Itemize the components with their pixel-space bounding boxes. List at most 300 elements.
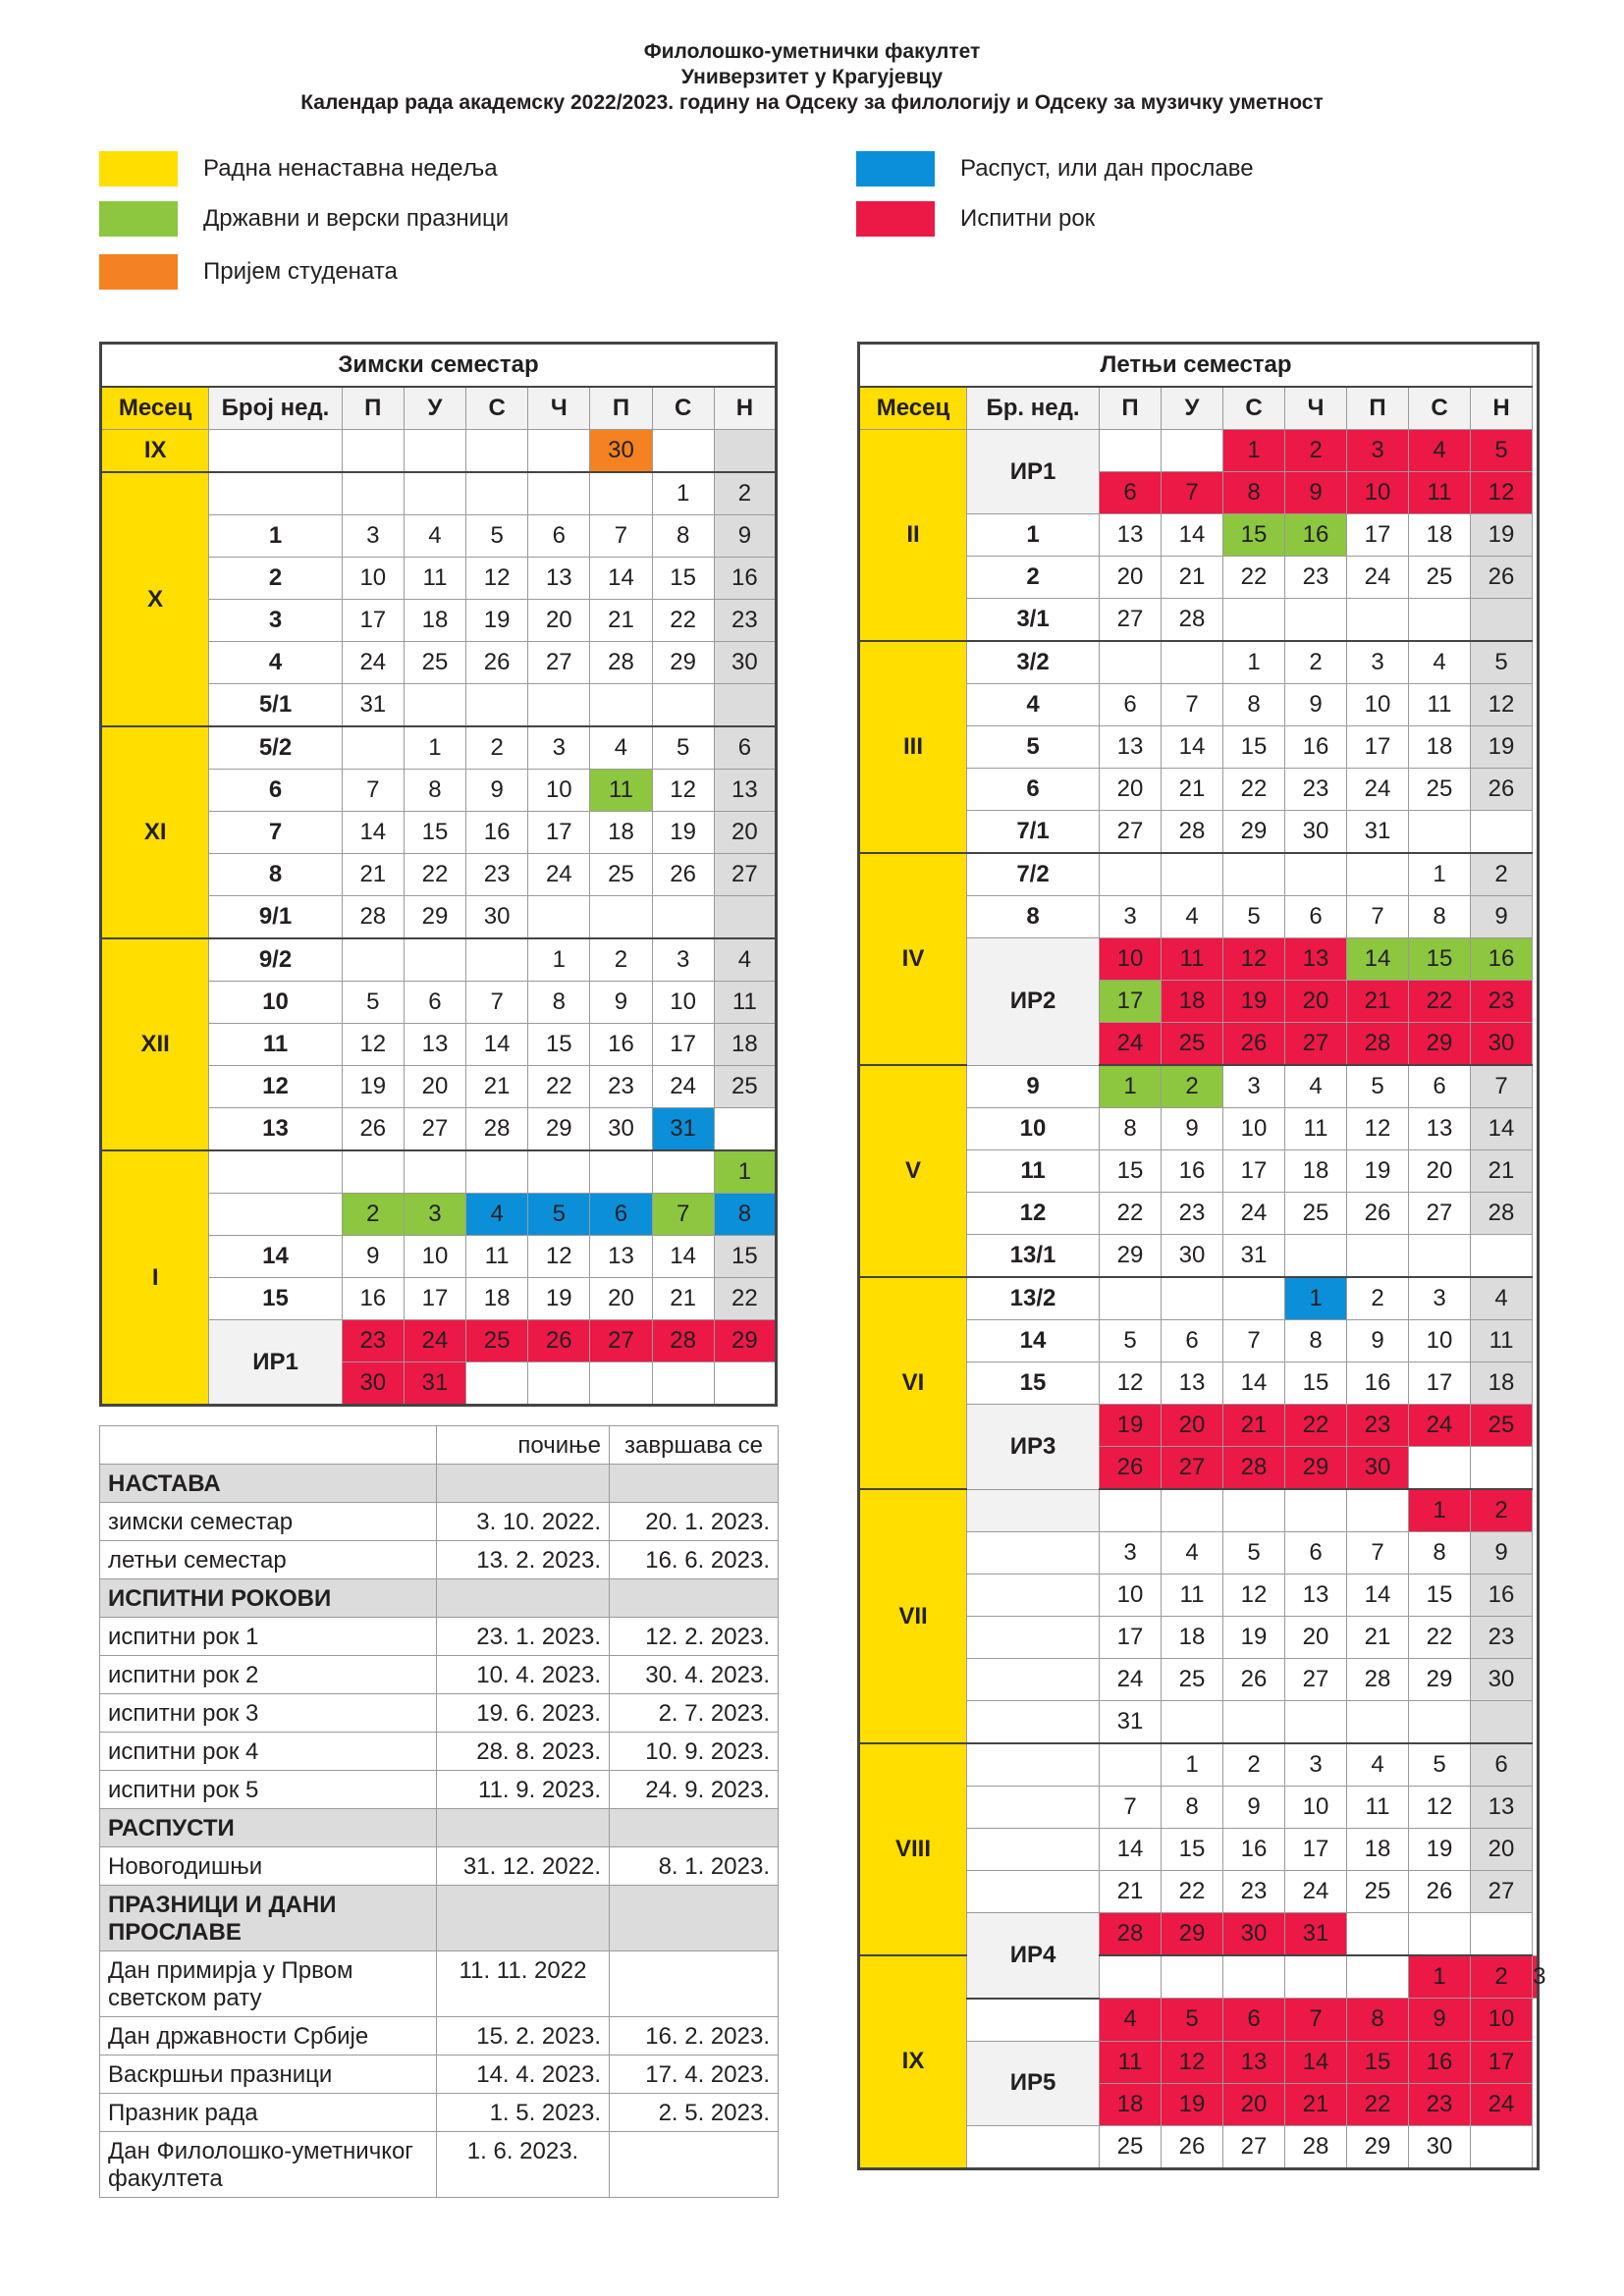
event-start: 14. 4. 2023. (437, 2056, 610, 2094)
day-cell: 4 (1409, 641, 1471, 684)
week-number: 2 (209, 558, 342, 600)
day-cell: 4 (1285, 1065, 1347, 1108)
day-cell: 2 (1471, 853, 1533, 896)
event-label: зимски семестар (100, 1503, 437, 1541)
day-cell (652, 684, 714, 727)
day-cell: 24 (342, 642, 404, 684)
week-number: 13/1 (967, 1235, 1100, 1278)
week-number: 12 (967, 1193, 1100, 1235)
day-cell (1471, 599, 1533, 642)
day-cell: 12 (1100, 1362, 1162, 1405)
week-number (209, 1194, 342, 1236)
day-cell: 12 (1409, 1787, 1471, 1829)
day-cell: 3 (1223, 1065, 1285, 1108)
week-number: 13 (209, 1108, 342, 1151)
day-cell: 19 (1223, 1617, 1285, 1659)
day-cell: 19 (1100, 1405, 1162, 1447)
day-cell: 21 (1347, 1617, 1409, 1659)
day-cell (1285, 599, 1347, 642)
day-cell: 13 (1285, 938, 1347, 981)
day-cell: 23 (1347, 1405, 1409, 1447)
day-cell (528, 430, 590, 473)
day-cell (466, 472, 528, 515)
event-start: 19. 6. 2023. (437, 1694, 610, 1733)
day-cell: 13 (590, 1236, 652, 1278)
day-cell: 22 (1347, 2083, 1409, 2125)
day-cell: 25 (1471, 1405, 1533, 1447)
day-cell: 25 (404, 642, 465, 684)
month-label: IX (101, 430, 209, 473)
day-cell: 8 (1285, 1320, 1347, 1362)
column-header: С (466, 387, 528, 430)
day-cell (590, 896, 652, 939)
event-start: 15. 2. 2023. (437, 2017, 610, 2056)
day-cell: 14 (1223, 1362, 1285, 1405)
day-cell: 14 (1162, 726, 1223, 769)
day-cell: 22 (652, 600, 714, 642)
day-cell: 24 (1347, 769, 1409, 811)
day-cell: 8 (1162, 1787, 1223, 1829)
day-cell: 15 (1223, 514, 1285, 557)
day-cell: 26 (1223, 1659, 1285, 1701)
day-cell: 30 (342, 1362, 404, 1406)
week-number: ИР1 (209, 1320, 342, 1406)
day-cell: 13 (1100, 514, 1162, 557)
event-start: 1. 6. 2023. (437, 2132, 610, 2198)
week-number: ИР3 (967, 1405, 1100, 1490)
day-cell: 7 (466, 982, 528, 1024)
day-cell: 7 (1285, 1999, 1347, 2042)
event-end: 8. 1. 2023. (610, 1847, 779, 1886)
day-cell: 30 (1223, 1913, 1285, 1956)
day-cell: 21 (1162, 557, 1223, 599)
legend-item (99, 151, 498, 187)
event-end (610, 2132, 779, 2198)
day-cell: 15 (404, 812, 465, 854)
day-cell: 24 (652, 1066, 714, 1108)
day-cell: 30 (1347, 1447, 1409, 1490)
day-cell (466, 684, 528, 727)
day-cell: 1 (652, 472, 714, 515)
day-cell: 29 (1285, 1447, 1347, 1490)
day-cell: 1 (1223, 430, 1285, 472)
day-cell: 7 (1471, 1065, 1533, 1108)
day-cell (1162, 1277, 1223, 1320)
day-cell: 26 (652, 854, 714, 896)
event-label: Васкршњи празници (100, 2056, 437, 2094)
day-cell: 18 (1347, 1829, 1409, 1871)
day-cell: 27 (1162, 1447, 1223, 1490)
day-cell: 12 (1162, 2041, 1223, 2083)
day-cell: 27 (1223, 2125, 1285, 2168)
day-cell: 17 (404, 1278, 465, 1320)
day-cell: 31 (1223, 1235, 1285, 1278)
week-number: 8 (209, 854, 342, 896)
day-cell: 23 (1162, 1193, 1223, 1235)
day-cell: 29 (528, 1108, 590, 1151)
day-cell: 31 (1285, 1913, 1347, 1956)
week-number: 5/1 (209, 684, 342, 727)
event-start: 3. 10. 2022. (437, 1503, 610, 1541)
week-number: 5 (967, 726, 1100, 769)
week-number: 3/1 (967, 599, 1100, 642)
day-cell: 14 (590, 558, 652, 600)
day-cell (590, 1150, 652, 1194)
day-cell: 8 (714, 1194, 776, 1236)
week-number (1100, 1955, 1162, 1999)
day-cell: 25 (1162, 1023, 1223, 1066)
day-cell: 15 (1162, 1829, 1223, 1871)
day-cell: 21 (1100, 1871, 1162, 1913)
day-cell (714, 684, 776, 727)
semester-title: Летњи семестар (859, 344, 1533, 388)
day-cell (1471, 1235, 1533, 1278)
day-cell (528, 1362, 590, 1406)
day-cell (1347, 1235, 1409, 1278)
day-cell: 18 (590, 812, 652, 854)
day-cell: 15 (1223, 726, 1285, 769)
day-cell (404, 472, 465, 515)
section-spacer (610, 1886, 779, 1951)
day-cell: 6 (1285, 1532, 1347, 1575)
day-cell: 18 (1100, 2083, 1162, 2125)
day-cell (1285, 1955, 1347, 1999)
day-cell: 2 (342, 1194, 404, 1236)
orange-swatch (99, 254, 178, 290)
day-cell: 11 (1100, 2041, 1162, 2083)
day-cell: 13 (1162, 1362, 1223, 1405)
day-cell: 25 (1162, 1659, 1223, 1701)
day-cell: 6 (1162, 1320, 1223, 1362)
day-cell (466, 938, 528, 982)
day-cell (1162, 430, 1223, 472)
event-label: Дан примирја у Првом светском рату (100, 1951, 437, 2017)
day-cell: 5 (1471, 430, 1533, 472)
day-cell: 1 (1162, 1743, 1223, 1787)
day-cell: 19 (1409, 1829, 1471, 1871)
day-cell (342, 938, 404, 982)
day-cell: 10 (1100, 1575, 1162, 1617)
day-cell: 16 (1347, 1362, 1409, 1405)
day-cell: 24 (528, 854, 590, 896)
day-cell (1100, 1277, 1162, 1320)
day-cell (528, 472, 590, 515)
day-cell: 26 (342, 1108, 404, 1151)
week-number (967, 1743, 1100, 1787)
day-cell: 2 (714, 472, 776, 515)
day-cell: 13 (404, 1024, 465, 1066)
day-cell: 14 (1285, 2041, 1347, 2083)
column-header: С (652, 387, 714, 430)
day-cell: 16 (342, 1278, 404, 1320)
day-cell: 4 (1409, 430, 1471, 472)
day-cell: 19 (466, 600, 528, 642)
day-cell: 1 (1409, 1489, 1471, 1532)
day-cell (1471, 1701, 1533, 1744)
event-label: Празник рада (100, 2094, 437, 2132)
week-number: 4 (209, 642, 342, 684)
week-number (209, 430, 342, 473)
day-cell: 16 (590, 1024, 652, 1066)
day-cell: 23 (590, 1066, 652, 1108)
day-cell: 19 (528, 1278, 590, 1320)
day-cell: 29 (1409, 1023, 1471, 1066)
week-number: 15 (967, 1362, 1100, 1405)
week-number: 8 (967, 896, 1100, 938)
day-cell: 24 (1471, 2083, 1533, 2125)
day-cell: 22 (1409, 981, 1471, 1023)
day-cell: 8 (1223, 684, 1285, 726)
day-cell (714, 896, 776, 939)
week-number: ИР5 (967, 2041, 1100, 2125)
day-cell: 3 (1100, 1532, 1162, 1575)
day-cell: 6 (404, 982, 465, 1024)
day-cell (1409, 1701, 1471, 1744)
day-cell: 23 (1285, 557, 1347, 599)
day-cell: 8 (404, 770, 465, 812)
key-dates-table (99, 1425, 779, 2198)
day-cell: 12 (652, 770, 714, 812)
day-cell: 19 (652, 812, 714, 854)
day-cell: 2 (590, 938, 652, 982)
day-cell: 1 (714, 1150, 776, 1194)
event-start: 31. 12. 2022. (437, 1847, 610, 1886)
week-number: 9/2 (209, 938, 342, 982)
week-number: 9/1 (209, 896, 342, 939)
day-cell: 9 (1285, 472, 1347, 514)
day-cell: 10 (1471, 1999, 1533, 2042)
day-cell: 9 (1162, 1108, 1223, 1150)
day-cell: 3 (342, 515, 404, 558)
day-cell: 14 (1347, 938, 1409, 981)
day-cell (1223, 599, 1285, 642)
day-cell: 7 (1162, 472, 1223, 514)
day-cell: 12 (1223, 1575, 1285, 1617)
event-start: 11. 11. 2022 (437, 1951, 610, 2017)
day-cell: 7 (342, 770, 404, 812)
day-cell: 31 (1347, 811, 1409, 854)
month-label: X (101, 472, 209, 726)
day-cell: 23 (714, 600, 776, 642)
day-cell: 5 (1347, 1065, 1409, 1108)
week-number: 13/2 (967, 1277, 1100, 1320)
day-cell: 6 (1285, 896, 1347, 938)
day-cell: 5 (1223, 1532, 1285, 1575)
day-cell: 20 (404, 1066, 465, 1108)
day-cell: 31 (1100, 1701, 1162, 1744)
day-cell: 10 (342, 558, 404, 600)
column-header: Месец (101, 387, 209, 430)
day-cell: 30 (590, 1108, 652, 1151)
day-cell: 20 (590, 1278, 652, 1320)
day-cell: 16 (1285, 726, 1347, 769)
day-cell: 6 (1409, 1065, 1471, 1108)
day-cell (528, 1150, 590, 1194)
day-cell: 5 (466, 515, 528, 558)
day-cell (404, 684, 465, 727)
start-column-header: почиње (437, 1426, 610, 1465)
week-number (967, 2125, 1100, 2168)
day-cell: 20 (1100, 557, 1162, 599)
day-cell: 8 (528, 982, 590, 1024)
day-cell: 19 (1162, 2083, 1223, 2125)
day-cell (1347, 1955, 1409, 1999)
day-cell: 21 (652, 1278, 714, 1320)
day-cell: 22 (404, 854, 465, 896)
day-cell: 4 (1347, 1743, 1409, 1787)
day-cell: 11 (1162, 938, 1223, 981)
day-cell (1223, 1277, 1285, 1320)
column-header: П (1100, 387, 1162, 430)
week-number: ИР4 (967, 1913, 1100, 1999)
day-cell: 28 (1162, 599, 1223, 642)
legend-label: Пријем студената (203, 258, 398, 285)
week-number: 4 (967, 684, 1100, 726)
day-cell: 20 (1100, 769, 1162, 811)
day-cell: 26 (1471, 557, 1533, 599)
week-number (209, 1150, 342, 1194)
day-cell: 11 (1162, 1575, 1223, 1617)
legend-item (99, 201, 509, 237)
day-cell (466, 1150, 528, 1194)
day-cell: 18 (466, 1278, 528, 1320)
day-cell: 14 (466, 1024, 528, 1066)
day-cell: 13 (1409, 1108, 1471, 1150)
event-start: 23. 1. 2023. (437, 1618, 610, 1656)
day-cell (1471, 1913, 1533, 1956)
week-number: 11 (209, 1024, 342, 1066)
day-cell: 17 (652, 1024, 714, 1066)
day-cell: 26 (1100, 1447, 1162, 1490)
day-cell: 3 (1409, 1277, 1471, 1320)
day-cell (652, 430, 714, 473)
day-cell: 17 (342, 600, 404, 642)
day-cell: 22 (528, 1066, 590, 1108)
week-number: 11 (967, 1150, 1100, 1193)
legend-label: Испитни рок (960, 205, 1096, 232)
day-cell: 20 (1471, 1829, 1533, 1871)
day-cell: 22 (1162, 1871, 1223, 1913)
day-cell: 16 (1162, 1150, 1223, 1193)
day-cell: 3 (1533, 1955, 1539, 1999)
event-end: 16. 6. 2023. (610, 1541, 779, 1579)
day-cell: 31 (404, 1362, 465, 1406)
day-cell: 14 (1100, 1829, 1162, 1871)
day-cell: 7 (1347, 896, 1409, 938)
day-cell: 15 (1347, 2041, 1409, 2083)
week-number: 12 (209, 1066, 342, 1108)
day-cell: 4 (1100, 1999, 1162, 2042)
day-cell: 3 (1347, 641, 1409, 684)
day-cell: 2 (1223, 1743, 1285, 1787)
event-label: испитни рок 2 (100, 1656, 437, 1694)
day-cell (1100, 641, 1162, 684)
day-cell: 20 (1285, 1617, 1347, 1659)
month-label: III (859, 641, 967, 853)
day-cell: 2 (1285, 430, 1347, 472)
day-cell: 29 (1162, 1913, 1223, 1956)
day-cell: 5 (1162, 1999, 1223, 2042)
day-cell: 28 (1471, 1193, 1533, 1235)
day-cell (1100, 853, 1162, 896)
day-cell: 15 (528, 1024, 590, 1066)
column-header: У (404, 387, 465, 430)
day-cell: 4 (590, 726, 652, 770)
day-cell: 11 (590, 770, 652, 812)
day-cell (404, 938, 465, 982)
day-cell: 22 (1285, 1405, 1347, 1447)
day-cell: 6 (528, 515, 590, 558)
day-cell: 29 (1223, 811, 1285, 854)
day-cell: 24 (1285, 1871, 1347, 1913)
legend-item (856, 151, 1254, 187)
week-number: 15 (209, 1278, 342, 1320)
column-header: Н (714, 387, 776, 430)
day-cell: 29 (404, 896, 465, 939)
day-cell: 1 (1100, 1065, 1162, 1108)
day-cell (1162, 1701, 1223, 1744)
day-cell: 25 (590, 854, 652, 896)
day-cell: 23 (1285, 769, 1347, 811)
day-cell (1285, 1701, 1347, 1744)
legend-label: Радна ненаставна недеља (203, 155, 498, 182)
day-cell: 12 (1223, 938, 1285, 981)
week-number (967, 1575, 1100, 1617)
month-label: V (859, 1065, 967, 1277)
day-cell: 26 (1409, 1871, 1471, 1913)
day-cell: 3 (652, 938, 714, 982)
day-cell: 14 (1162, 514, 1223, 557)
day-cell: 1 (1409, 1955, 1471, 1999)
day-cell: 15 (1409, 1575, 1471, 1617)
day-cell: 23 (1471, 1617, 1533, 1659)
day-cell: 1 (1285, 1277, 1347, 1320)
day-cell: 19 (1347, 1150, 1409, 1193)
day-cell: 9 (1409, 1999, 1471, 2042)
day-cell: 4 (404, 515, 465, 558)
day-cell: 16 (1223, 1829, 1285, 1871)
day-cell: 4 (1162, 896, 1223, 938)
day-cell: 11 (1409, 684, 1471, 726)
day-cell: 19 (1223, 981, 1285, 1023)
day-cell (590, 1362, 652, 1406)
section-spacer (437, 1579, 610, 1618)
day-cell: 30 (1162, 1235, 1223, 1278)
event-label: испитни рок 4 (100, 1733, 437, 1771)
day-cell: 20 (1285, 981, 1347, 1023)
day-cell: 23 (1409, 2083, 1471, 2125)
day-cell: 25 (466, 1320, 528, 1362)
day-cell: 21 (466, 1066, 528, 1108)
section-title: ПРАЗНИЦИ И ДАНИ ПРОСЛАВЕ (100, 1886, 437, 1951)
event-end: 2. 5. 2023. (610, 2094, 779, 2132)
day-cell: 31 (652, 1108, 714, 1151)
column-header: С (1409, 387, 1471, 430)
day-cell: 21 (1285, 2083, 1347, 2125)
day-cell: 28 (1285, 2125, 1347, 2168)
day-cell: 17 (1285, 1829, 1347, 1871)
day-cell: 4 (714, 938, 776, 982)
day-cell: 18 (1285, 1150, 1347, 1193)
month-label: VIII (859, 1743, 967, 1955)
day-cell: 30 (1409, 2125, 1471, 2168)
day-cell: 26 (1471, 769, 1533, 811)
day-cell: 10 (528, 770, 590, 812)
week-number: 14 (209, 1236, 342, 1278)
university-title: Универзитет у Крагујевцу (680, 66, 944, 88)
event-label: испитни рок 1 (100, 1618, 437, 1656)
day-cell: 4 (466, 1194, 528, 1236)
